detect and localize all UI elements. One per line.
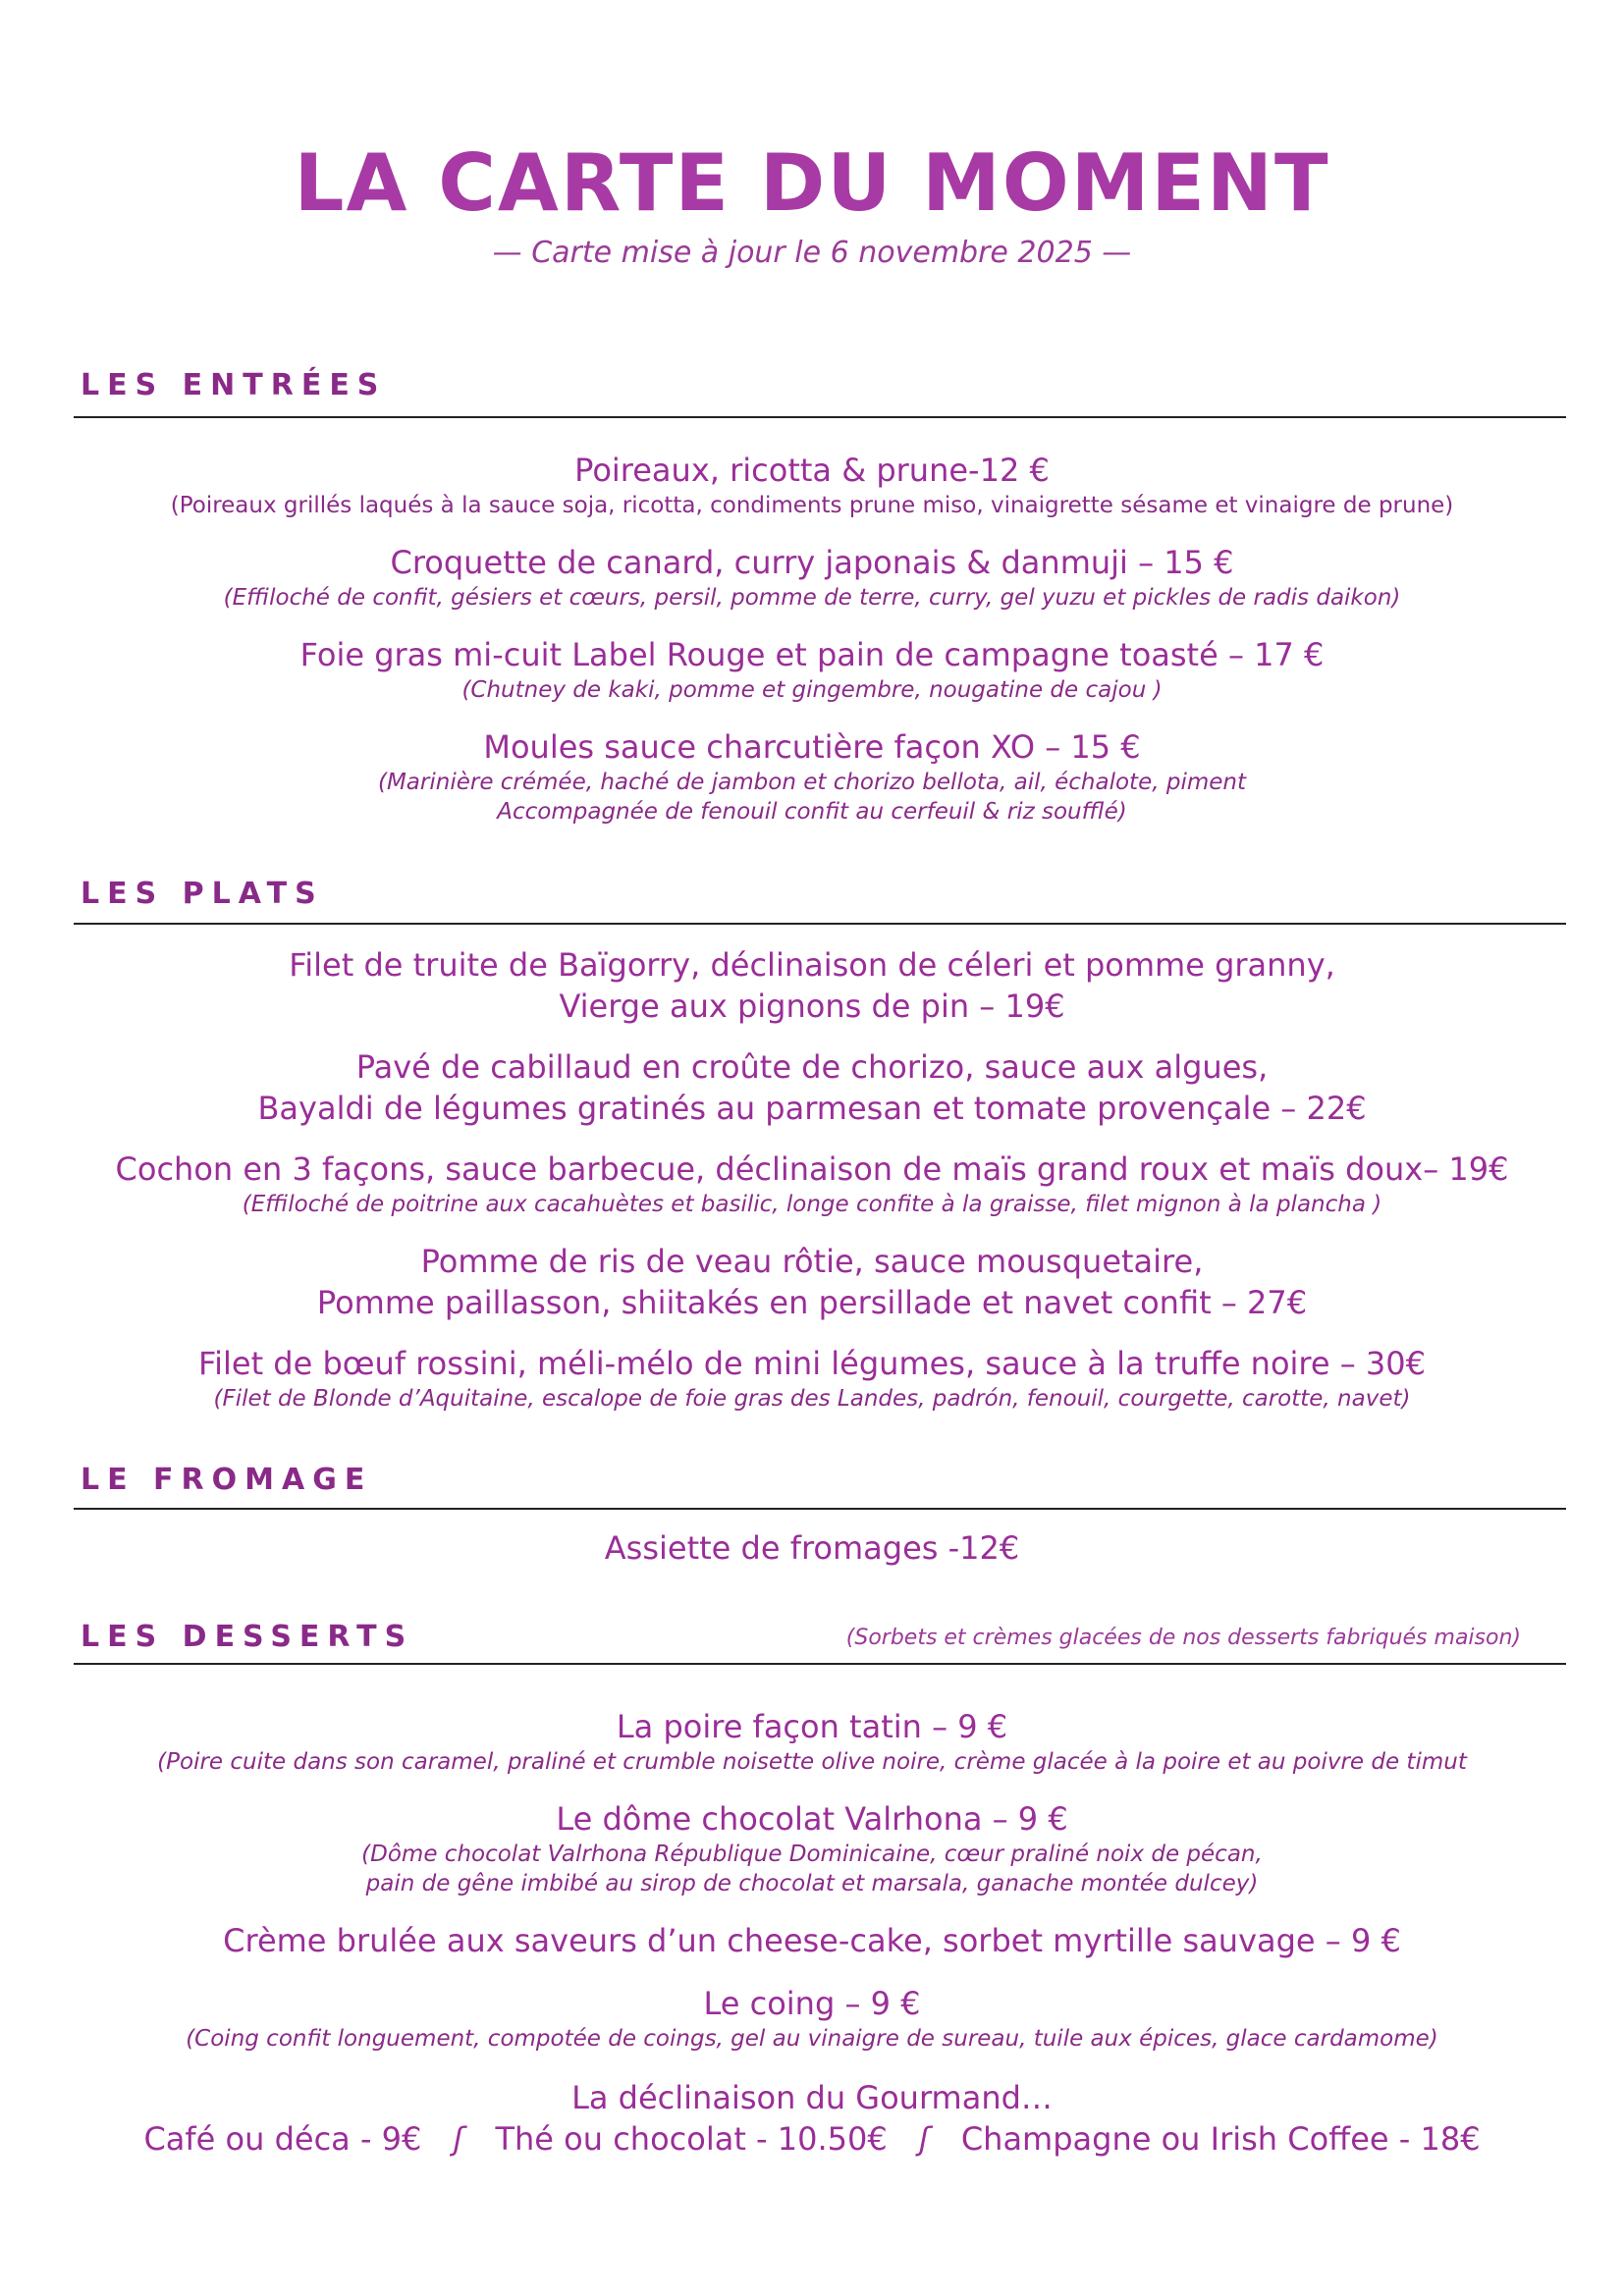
gourmand-option: Champagne ou Irish Coffee - 18€ — [960, 2120, 1481, 2158]
section-divider — [74, 923, 1566, 925]
section-title-desserts: LES DESSERTS — [81, 1620, 414, 1654]
page-subtitle: — Carte mise à jour le 6 novembre 2025 — — [492, 236, 1132, 270]
item-title: Poireaux, ricotta & prune-12 € — [574, 452, 1050, 489]
section-divider — [74, 1508, 1566, 1510]
menu-item — [59, 1046, 1565, 1129]
item-title: Moules sauce charcutière façon XO – 15 € — [483, 728, 1141, 766]
item-title: Cochon en 3 façons, sauce barbecue, déclinaison de maïs grand roux et maïs doux– 19€ — [115, 1150, 1509, 1188]
item-title: Foie gras mi-cuit Label Rouge et pain de campagne toasté – 17 € — [299, 636, 1325, 673]
gourmand-options — [59, 2118, 1565, 2160]
separator-glyph: ʃ — [453, 2120, 464, 2158]
menu-item — [59, 1527, 1565, 1569]
gourmand-option: Café ou déca - 9€ — [143, 2120, 422, 2158]
item-description: (Coing confit longuement, compotée de coings, gel au vinaigre de sureau, tuile aux épices, glace cardamome) — [186, 2026, 1438, 2052]
section-divider — [74, 1663, 1566, 1665]
menu-item — [59, 1343, 1565, 1414]
menu-item — [59, 450, 1565, 520]
item-title: Filet de bœuf rossini, méli-mélo de mini légumes, sauce à la truffe noire – 30€ — [198, 1345, 1426, 1382]
item-title: Crème brulée aux saveurs d’un cheese-cake, sorbet myrtille sauvage – 9 € — [223, 1922, 1401, 1959]
menu-item — [59, 1920, 1565, 1961]
item-title: Pomme de ris de veau rôtie, sauce mousquetaire, — [420, 1243, 1204, 1280]
menu-item — [59, 542, 1565, 613]
item-description: (Filet de Blonde d’Aquitaine, escalope de foie gras des Landes, padrón, fenouil, courgette, carotte, navet) — [213, 1386, 1411, 1412]
item-description: pain de gêne imbibé au sirop de chocolat et marsala, ganache montée dulcey) — [365, 1871, 1259, 1896]
menu-item — [59, 944, 1565, 1027]
menu-item — [59, 726, 1565, 827]
section-title-plats: LES PLATS — [81, 877, 324, 911]
menu-item — [59, 1798, 1565, 1898]
item-title: Bayaldi de légumes gratinés au parmesan et tomate provençale – 22€ — [257, 1090, 1367, 1127]
item-description: (Poireaux grillés laqués à la sauce soja, ricotta, condiments prune miso, vinaigrette sésame et vinaigre de prune) — [170, 493, 1454, 518]
section-title-entrees: LES ENTRÉES — [81, 368, 387, 402]
item-description: Accompagnée de fenouil confit au cerfeuil & riz soufflé) — [497, 799, 1127, 825]
menu-item — [59, 1148, 1565, 1219]
menu-item — [59, 1241, 1565, 1323]
item-description: (Marinière crémée, haché de jambon et chorizo bellota, ail, échalote, piment — [377, 770, 1246, 795]
gourmand-option: Thé ou chocolat - 10.50€ — [495, 2120, 888, 2158]
item-description: (Dôme chocolat Valrhona République Dominicaine, cœur praliné noix de pécan, — [361, 1842, 1263, 1867]
section-title-fromage: LE FROMAGE — [81, 1463, 373, 1497]
section-divider — [74, 416, 1566, 418]
item-title: Le coing – 9 € — [703, 1985, 921, 2022]
item-title: Pavé de cabillaud en croûte de chorizo, sauce aux algues, — [355, 1048, 1269, 1086]
gourmand-title — [59, 2077, 1565, 2118]
item-description: (Poire cuite dans son caramel, praliné et crumble noisette olive noire, crème glacée à la poire et au poivre de timut — [157, 1749, 1467, 1775]
item-title: Filet de truite de Baïgorry, déclinaison de céleri et pomme granny, — [289, 946, 1335, 984]
item-title: Pomme paillasson, shiitakés en persillade et navet confit – 27€ — [316, 1284, 1308, 1321]
item-title: Le dôme chocolat Valrhona – 9 € — [556, 1800, 1068, 1838]
item-title: La poire façon tatin – 9 € — [616, 1708, 1008, 1745]
section-note: (Sorbets et crèmes glacées de nos desserts fabriqués maison) — [845, 1626, 1521, 1650]
item-title: Vierge aux pignons de pin – 19€ — [559, 988, 1065, 1025]
item-description: (Chutney de kaki, pomme et gingembre, nougatine de cajou ) — [461, 677, 1163, 703]
item-title: Croquette de canard, curry japonais & danmuji – 15 € — [390, 544, 1234, 581]
item-description: (Effiloché de poitrine aux cacahuètes et basilic, longe confite à la graisse, filet mignon à la plancha ) — [242, 1192, 1382, 1217]
item-title: Assiette de fromages -12€ — [604, 1529, 1020, 1567]
menu-item — [59, 634, 1565, 705]
menu-item — [59, 1983, 1565, 2054]
separator-glyph: ʃ — [918, 2120, 930, 2158]
menu-item — [59, 1706, 1565, 1777]
page-title: LA CARTE DU MOMENT — [294, 137, 1330, 229]
item-title: La déclinaison du Gourmand… — [571, 2079, 1053, 2116]
item-description: (Effiloché de confit, gésiers et cœurs, persil, pomme de terre, curry, gel yuzu et pickles de radis daikon) — [223, 585, 1401, 611]
